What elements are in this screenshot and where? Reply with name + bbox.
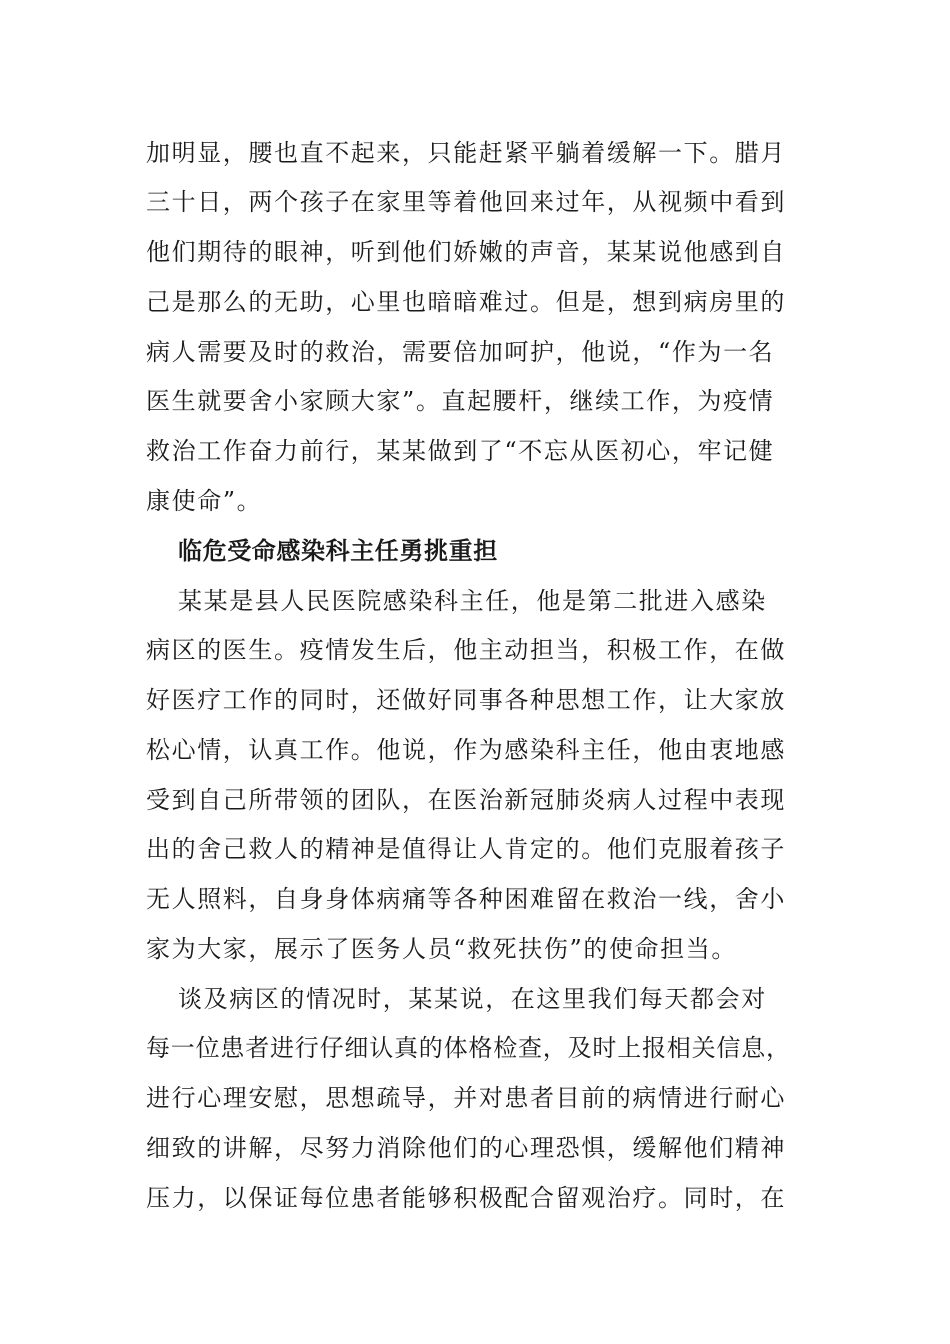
paragraph-2-line-6: 出的舍己救人的精神是值得让人肯定的。他们克服着孩子 bbox=[146, 835, 786, 863]
paragraph-3-line-4: 细致的讲解，尽努力消除他们的心理恐惧，缓解他们精神 bbox=[146, 1134, 786, 1162]
paragraph-1-line-2: 三十日，两个孩子在家里等着他回来过年，从视频中看到 bbox=[146, 188, 786, 216]
paragraph-2-line-1: 某某是县人民医院感染科主任，他是第二批进入感染 bbox=[178, 587, 767, 615]
paragraph-1-line-3: 他们期待的眼神，听到他们娇嫩的声音，某某说他感到自 bbox=[146, 238, 786, 266]
paragraph-3-line-2: 每一位患者进行仔细认真的体格检查，及时上报相关信息， bbox=[146, 1034, 791, 1062]
paragraph-1-line-1: 加明显，腰也直不起来，只能赶紧平躺着缓解一下。腊月 bbox=[146, 139, 786, 167]
paragraph-3-line-5: 压力，以保证每位患者能够积极配合留观治疗。同时，在 bbox=[146, 1184, 786, 1212]
paragraph-1-line-4: 己是那么的无助，心里也暗暗难过。但是，想到病房里的 bbox=[146, 288, 786, 316]
paragraph-1-line-7: 救治工作奋力前行，某某做到了“不忘从医初心，牢记健 bbox=[146, 437, 775, 465]
paragraph-3-line-3: 进行心理安慰，思想疏导，并对患者目前的病情进行耐心 bbox=[146, 1084, 786, 1112]
paragraph-3-line-1: 谈及病区的情况时，某某说，在这里我们每天都会对 bbox=[178, 985, 767, 1013]
paragraph-2-line-7: 无人照料，自身身体病痛等各种困难留在救治一线，舍小 bbox=[146, 885, 786, 913]
paragraph-1-line-8: 康使命”。 bbox=[146, 487, 263, 515]
paragraph-2-line-2: 病区的医生。疫情发生后，他主动担当，积极工作，在做 bbox=[146, 636, 786, 664]
paragraph-2-line-8: 家为大家，展示了医务人员“救死扶伤”的使命担当。 bbox=[146, 935, 737, 963]
section-heading: 临危受命感染科主任勇挑重担 bbox=[178, 536, 498, 565]
paragraph-2-line-5: 受到自己所带领的团队，在医治新冠肺炎病人过程中表现 bbox=[146, 786, 786, 814]
paragraph-1-line-5: 病人需要及时的救治，需要倍加呵护，他说，“作为一名 bbox=[146, 338, 775, 366]
paragraph-1-line-6: 医生就要舍小家顾大家”。直起腰杆，继续工作，为疫情 bbox=[146, 387, 775, 415]
paragraph-2-line-3: 好医疗工作的同时，还做好同事各种思想工作，让大家放 bbox=[146, 686, 786, 714]
paragraph-2-line-4: 松心情，认真工作。他说，作为感染科主任，他由衷地感 bbox=[146, 736, 786, 764]
